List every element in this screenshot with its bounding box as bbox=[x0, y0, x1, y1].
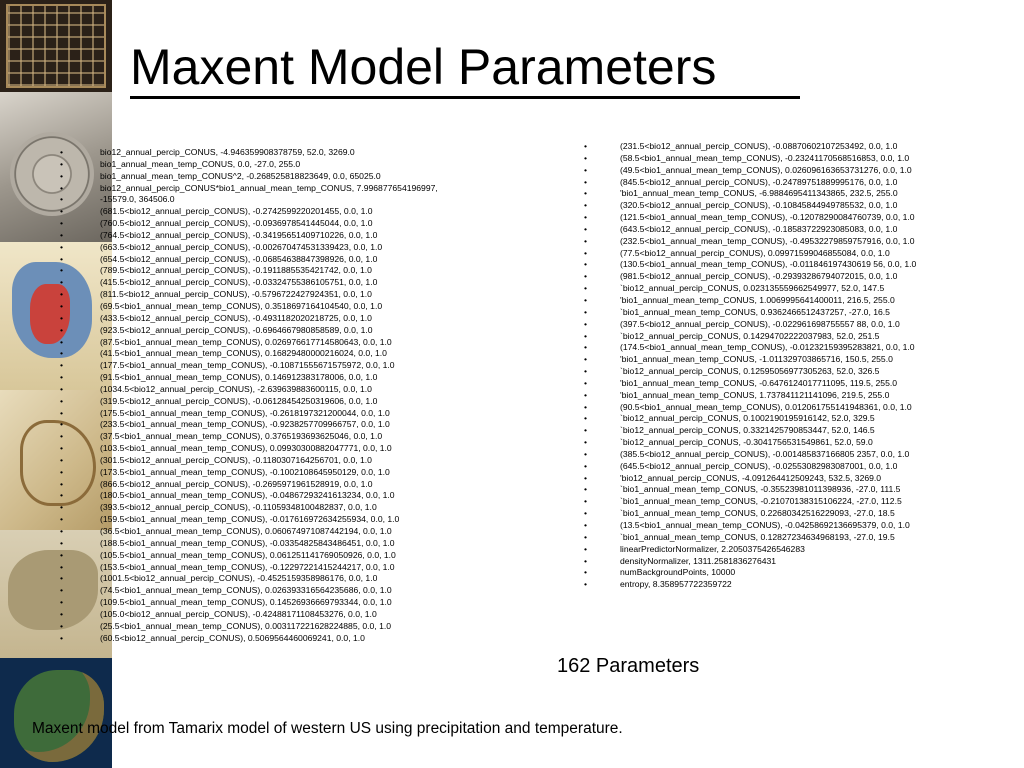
parameter-item: • (845.5<bio12_annual_percip_CONUS), -0.24789751889995176, 0.0, 1.0 bbox=[620, 177, 1020, 189]
parameter-item: • (91.5<bio1_annual_mean_temp_CONUS), 0.146912383178006, 0.0, 1.0 bbox=[100, 372, 500, 384]
parameter-item: • entropy, 8.358957722359722 bbox=[620, 579, 1020, 591]
parameter-item: • (49.5<bio1_annual_mean_temp_CONUS), 0.026096163653731276, 0.0, 1.0 bbox=[620, 165, 1020, 177]
parameter-item: • (663.5<bio12_annual_percip_CONUS), -0.002670474531339423, 0.0, 1.0 bbox=[100, 242, 500, 254]
parameter-count: 162 Parameters bbox=[557, 655, 700, 677]
parameter-item: • (109.5<bio1_annual_mean_temp_CONUS), 0.14526936669793344, 0.0, 1.0 bbox=[100, 597, 500, 609]
parameter-item: • (77.5<bio12_annual_percip_CONUS), 0.09971599046855084, 0.0, 1.0 bbox=[620, 248, 1020, 260]
parameter-item: • (173.5<bio1_annual_mean_temp_CONUS), -0.1002108645950129, 0.0, 1.0 bbox=[100, 467, 500, 479]
parameter-item: • bio1_annual_mean_temp_CONUS, 0.0, -27.0, 255.0 bbox=[100, 159, 500, 171]
medieval-map-icon bbox=[0, 242, 112, 390]
parameter-item: • (41.5<bio1_annual_mean_temp_CONUS), 0.16829480000216024, 0.0, 1.0 bbox=[100, 348, 500, 360]
slide-caption: Maxent model from Tamarix model of western US using precipitation and temperature. bbox=[32, 720, 623, 737]
parameter-item: • (645.5<bio12_annual_percip_CONUS), -0.02553082983087001, 0.0, 1.0 bbox=[620, 461, 1020, 473]
parameter-item: • (58.5<bio1_annual_mean_temp_CONUS), -0.23241170568516853, 0.0, 1.0 bbox=[620, 153, 1020, 165]
parameter-item: • `bio12_annual_percip_CONUS, 0.14294702222037983, 52.0, 251.5 bbox=[620, 331, 1020, 343]
parameter-item: • (175.5<bio1_annual_mean_temp_CONUS), -0.2618197321200044, 0.0, 1.0 bbox=[100, 408, 500, 420]
parameter-item: • (433.5<bio12_annual_percip_CONUS), -0.4931182020218725, 0.0, 1.0 bbox=[100, 313, 500, 325]
parameter-item: • (320.5<bio12_annual_percip_CONUS), -0.10845844949785532, 0.0, 1.0 bbox=[620, 200, 1020, 212]
map-grid-icon bbox=[0, 0, 112, 92]
parameter-item: • (105.5<bio1_annual_mean_temp_CONUS), 0.061251141769050926, 0.0, 1.0 bbox=[100, 550, 500, 562]
clay-tablet-map-icon bbox=[0, 92, 112, 242]
parameter-item: • (385.5<bio12_annual_percip_CONUS), -0.001485837166805 2357, 0.0, 1.0 bbox=[620, 449, 1020, 461]
left-parameter-list bbox=[100, 147, 500, 644]
parameter-item: • (397.5<bio12_annual_percip_CONUS), -0.022961698755557 88, 0.0, 1.0 bbox=[620, 319, 1020, 331]
parameter-item: • 'bio12_annual_percip_CONUS, -4.091264412509243, 532.5, 3269.0 bbox=[620, 473, 1020, 485]
parameter-item: • (130.5<bio1_annual_mean_temp_CONUS), -0.011846197430619 56, 0.0, 1.0 bbox=[620, 259, 1020, 271]
parameter-item: • (69.5<bio1_annual_mean_temp_CONUS), 0.3518697164104540, 0.0, 1.0 bbox=[100, 301, 500, 313]
parameter-item: • `bio12_annual_percip_CONUS, 0.3321425790853447, 52.0, 146.5 bbox=[620, 425, 1020, 437]
parameter-item: • (60.5<bio12_annual_percip_CONUS), 0.5069564460069241, 0.0, 1.0 bbox=[100, 633, 500, 645]
parameter-item: • (923.5<bio12_annual_percip_CONUS), -0.6964667980858589, 0.0, 1.0 bbox=[100, 325, 500, 337]
title-underline bbox=[130, 96, 800, 99]
right-parameter-list bbox=[620, 141, 1020, 591]
parameter-item: • (415.5<bio12_annual_percip_CONUS), -0.03324755386105751, 0.0, 1.0 bbox=[100, 277, 500, 289]
parameter-item: • `bio1_annual_mean_temp_CONUS, -0.21070138315106224, -27.0, 112.5 bbox=[620, 496, 1020, 508]
parameter-item: • (981.5<bio12_annual_percip_CONUS), -0.29393286794072015, 0.0, 1.0 bbox=[620, 271, 1020, 283]
parameter-item: • numBackgroundPoints, 10000 bbox=[620, 567, 1020, 579]
parameter-item: • (232.5<bio1_annual_mean_temp_CONUS), -0.49532279859757916, 0.0, 1.0 bbox=[620, 236, 1020, 248]
parameter-item: • (393.5<bio12_annual_percip_CONUS), -0.11059348100482837, 0.0, 1.0 bbox=[100, 502, 500, 514]
parameter-item: • (233.5<bio1_annual_mean_temp_CONUS), -0.9238257709966757, 0.0, 1.0 bbox=[100, 419, 500, 431]
parameter-item: • (764.5<bio12_annual_percip_CONUS), -0.34195651409710226, 0.0, 1.0 bbox=[100, 230, 500, 242]
parameter-item: • 'bio1_annual_mean_temp_CONUS, -6.9884695411343865, 232.5, 255.0 bbox=[620, 188, 1020, 200]
parameter-item: • `bio12_annual_percip_CONUS, 0.1002190195916142, 52.0, 329.5 bbox=[620, 413, 1020, 425]
parameter-item: • (90.5<bio1_annual_mean_temp_CONUS), 0.012061755141948361, 0.0, 1.0 bbox=[620, 402, 1020, 414]
parameter-item: • (643.5<bio12_annual_percip_CONUS), -0.18583722923085083, 0.0, 1.0 bbox=[620, 224, 1020, 236]
parameter-item: • (760.5<bio12_annual_percip_CONUS), -0.0936978541445044, 0.0, 1.0 bbox=[100, 218, 500, 230]
parameter-item: • bio1_annual_mean_temp_CONUS^2, -0.268525818823649, 0.0, 65025.0 bbox=[100, 171, 500, 183]
parameter-item: • `bio1_annual_mean_temp_CONUS, 0.12827234634968193, -27.0, 19.5 bbox=[620, 532, 1020, 544]
parameter-item: • (1034.5<bio12_annual_percip_CONUS), -2.639639883600115, 0.0, 1.0 bbox=[100, 384, 500, 396]
parameter-item: • densityNormalizer, 1311.2581836276431 bbox=[620, 556, 1020, 568]
parameter-item: • (1001.5<bio12_annual_percip_CONUS), -0.4525159358986176, 0.0, 1.0 bbox=[100, 573, 500, 585]
parameter-item: • (789.5<bio12_annual_percip_CONUS), -0.1911885535421742, 0.0, 1.0 bbox=[100, 265, 500, 277]
parameter-item: • -15579.0, 364506.0 bbox=[100, 194, 500, 206]
parameter-item: • (74.5<bio1_annual_mean_temp_CONUS), 0.026393316564235686, 0.0, 1.0 bbox=[100, 585, 500, 597]
parameter-item: • (25.5<bio1_annual_mean_temp_CONUS), 0.003117221628224885, 0.0, 1.0 bbox=[100, 621, 500, 633]
image-sidebar bbox=[0, 0, 112, 768]
parameter-item: • `bio1_annual_mean_temp_CONUS, 0.22680342516229093, -27.0, 18.5 bbox=[620, 508, 1020, 520]
parameter-item: • (866.5<bio12_annual_percip_CONUS), -0.2695971961528919, 0.0, 1.0 bbox=[100, 479, 500, 491]
parameter-item: • (159.5<bio1_annual_mean_temp_CONUS), -0.017616972634255934, 0.0, 1.0 bbox=[100, 514, 500, 526]
parameter-item: • (319.5<bio12_annual_percip_CONUS), -0.06128454250319606, 0.0, 1.0 bbox=[100, 396, 500, 408]
parameter-item: • (105.0<bio12_annual_percip_CONUS), -0.42488171108453276, 0.0, 1.0 bbox=[100, 609, 500, 621]
parameter-item: • (103.5<bio1_annual_mean_temp_CONUS), 0.09930300882047771, 0.0, 1.0 bbox=[100, 443, 500, 455]
parameter-item: • (681.5<bio12_annual_percip_CONUS), -0.2742599220201455, 0.0, 1.0 bbox=[100, 206, 500, 218]
parameter-item: • (13.5<bio1_annual_mean_temp_CONUS), -0.04258692136695379, 0.0, 1.0 bbox=[620, 520, 1020, 532]
slide-title: Maxent Model Parameters bbox=[130, 39, 717, 95]
parameter-item: • (36.5<bio1_annual_mean_temp_CONUS), 0.060674971087442194, 0.0, 1.0 bbox=[100, 526, 500, 538]
parameter-item: • (231.5<bio12_annual_percip_CONUS), -0.08870602107253492, 0.0, 1.0 bbox=[620, 141, 1020, 153]
parameter-item: • (811.5<bio12_annual_percip_CONUS), -0.5796722427924351, 0.0, 1.0 bbox=[100, 289, 500, 301]
parameter-item: • (654.5<bio12_annual_percip_CONUS), -0.06854638847398926, 0.0, 1.0 bbox=[100, 254, 500, 266]
parameter-item: • `bio12_annual_percip_CONUS, 0.12595056977305263, 52.0, 326.5 bbox=[620, 366, 1020, 378]
parameter-item: • (301.5<bio12_annual_percip_CONUS), -0.1180307164256701, 0.0, 1.0 bbox=[100, 455, 500, 467]
parameter-item: • `bio1_annual_mean_temp_CONUS, 0.9362466512437257, -27.0, 16.5 bbox=[620, 307, 1020, 319]
parameter-item: • 'bio1_annual_mean_temp_CONUS, 1.0069995641400011, 216.5, 255.0 bbox=[620, 295, 1020, 307]
portolan-chart-icon bbox=[0, 390, 112, 530]
parameter-item: • (37.5<bio1_annual_mean_temp_CONUS), 0.3765193693625046, 0.0, 1.0 bbox=[100, 431, 500, 443]
parameter-item: • bio12_annual_percip_CONUS*bio1_annual_mean_temp_CONUS, 7.996877654196997, bbox=[100, 183, 500, 195]
parameter-item: • (177.5<bio1_annual_mean_temp_CONUS), -0.10871555671575972, 0.0, 1.0 bbox=[100, 360, 500, 372]
parameter-item: • `bio12_annual_percip_CONUS, -0.3041756531549861, 52.0, 59.0 bbox=[620, 437, 1020, 449]
parameter-item: • 'bio1_annual_mean_temp_CONUS, -0.6476124017711095, 119.5, 255.0 bbox=[620, 378, 1020, 390]
parameter-item: • bio12_annual_percip_CONUS, -4.946359908378759, 52.0, 3269.0 bbox=[100, 147, 500, 159]
globe-satellite-icon bbox=[0, 658, 112, 768]
parameter-item: • (121.5<bio1_annual_mean_temp_CONUS), -0.12078290084760739, 0.0, 1.0 bbox=[620, 212, 1020, 224]
parameter-item: • 'bio1_annual_mean_temp_CONUS, 1.737841121141096, 219.5, 255.0 bbox=[620, 390, 1020, 402]
parameter-item: • `bio1_annual_mean_temp_CONUS, -0.35523981011398936, -27.0, 111.5 bbox=[620, 484, 1020, 496]
parameter-item: • linearPredictorNormalizer, 2.2050375426546283 bbox=[620, 544, 1020, 556]
parameter-item: • (87.5<bio1_annual_mean_temp_CONUS), 0.026976617714580643, 0.0, 1.0 bbox=[100, 337, 500, 349]
parameter-item: • 'bio1_annual_mean_temp_CONUS, -1.011329703865716, 150.5, 255.0 bbox=[620, 354, 1020, 366]
parameter-item: • (174.5<bio1_annual_mean_temp_CONUS), -0.01232159395283821, 0.0, 1.0 bbox=[620, 342, 1020, 354]
parameter-item: • (153.5<bio1_annual_mean_temp_CONUS), -0.12297221415244217, 0.0, 1.0 bbox=[100, 562, 500, 574]
parameter-item: • `bio12_annual_percip_CONUS, 0.023135559662549977, 52.0, 147.5 bbox=[620, 283, 1020, 295]
parameter-item: • (188.5<bio1_annual_mean_temp_CONUS), -0.03354825843486451, 0.0, 1.0 bbox=[100, 538, 500, 550]
old-europe-map-icon bbox=[0, 530, 112, 658]
parameter-item: • (180.5<bio1_annual_mean_temp_CONUS), -0.04867293241613234, 0.0, 1.0 bbox=[100, 490, 500, 502]
